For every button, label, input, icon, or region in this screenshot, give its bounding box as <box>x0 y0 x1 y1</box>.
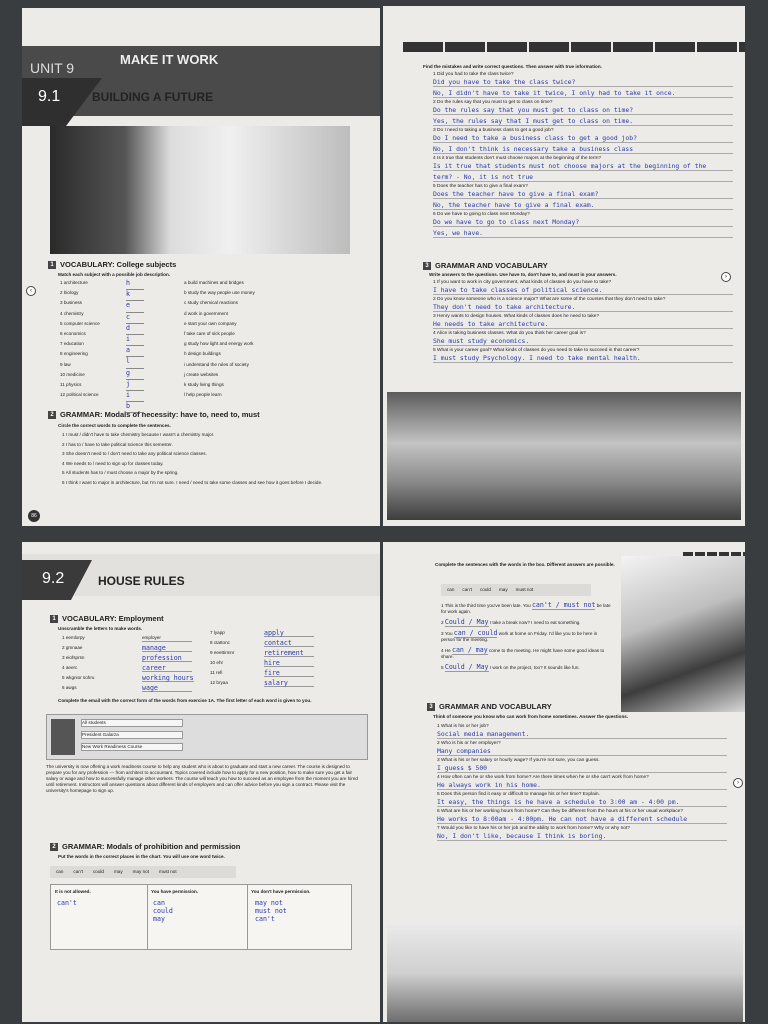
question-correction: Do I need to take a business class to get a good job? <box>433 134 733 143</box>
chart-col-permission <box>153 899 173 923</box>
question-answer: Yes, the rules say that I must get to class on time. <box>433 117 733 126</box>
email-instructions: Complete the email with the correct form of the words from exercise 1A. The first letter of each word is given to you. <box>58 698 312 703</box>
home-answer: He always work in his home. <box>437 781 727 790</box>
scrambled-word: 1 eemlorpy <box>62 635 85 640</box>
sentence-answer: can / could <box>453 629 498 637</box>
question-answer: Yes, we have. <box>433 229 733 238</box>
workbook-page-unit9-2 <box>383 6 745 526</box>
description-item: l help people learn <box>184 392 222 398</box>
email-from: President Galarza <box>81 731 183 739</box>
chart-col-not-allowed <box>57 899 77 907</box>
box-word: can't <box>462 587 472 592</box>
subject-item: 6 economics <box>60 330 86 336</box>
scrambled-word: 9 eeettirmnr <box>210 650 235 655</box>
scrambled-word: 3 eiofsprsn <box>62 655 85 660</box>
chart-entry: could <box>153 907 173 915</box>
description-item: j create websites <box>184 371 219 377</box>
header-stripe <box>403 42 745 52</box>
word-bank-item: can <box>56 869 64 874</box>
email-subject: New Work Readiness Course <box>81 743 183 751</box>
lesson-title: BUILDING A FUTURE <box>92 90 214 104</box>
unscramble-instructions: Unscramble the letters to make words. <box>58 626 143 631</box>
chart-divider-1 <box>147 885 148 949</box>
sentence-start: 4 He <box>441 648 452 653</box>
workbook-page-unit9-4 <box>383 542 745 1022</box>
match-answer: l <box>126 357 144 368</box>
box-word: can <box>447 587 455 592</box>
next-arrow-icon[interactable]: › <box>721 272 731 282</box>
chart-header-no-permission: You don't have permission. <box>251 889 311 894</box>
unscrambled-answer: working hours <box>142 674 194 682</box>
word-bank-item: could <box>92 869 104 874</box>
lesson-title-2: HOUSE RULES <box>98 574 185 588</box>
scrambled-word: 8 ctattonc <box>210 640 230 645</box>
word-bank <box>50 866 236 878</box>
unscrambled-answer: salary <box>264 680 314 687</box>
description-item: e start your own company <box>184 320 237 326</box>
question-answer: No, the teacher have to give a final exam. <box>433 201 733 210</box>
sentences-instructions: Complete the sentences with the words in the box. Different answers are possible. <box>435 562 615 567</box>
grammar-item: 3 She doesn't need to / don't need to take any political science classes. <box>62 451 207 457</box>
sentence-item <box>441 664 611 671</box>
prev-arrow-icon[interactable]: ‹ <box>26 286 36 296</box>
subject-item: 2 biology <box>60 290 79 296</box>
sentence-answer: Could / May <box>444 663 489 671</box>
sentence-end: I take a break now? I need to eat something. <box>488 620 581 625</box>
unit-title: MAKE IT WORK <box>120 52 219 67</box>
description-item: c study chemical reactions <box>184 300 238 306</box>
page-number: 86 <box>28 510 40 522</box>
unscramble-row <box>62 635 212 645</box>
vocab-instructions: Match each subject with a possible job description. <box>58 272 171 277</box>
correct-questions-list <box>433 72 733 240</box>
sentence-item <box>441 647 611 660</box>
subject-item: 12 political science <box>60 392 99 398</box>
gv-instructions-2: Think of someone you know who can work from home sometimes. Answer the questions. <box>433 714 629 719</box>
unscrambled-answer: hire <box>264 660 314 667</box>
subjects-list <box>60 280 130 402</box>
sentence-start: 2 <box>441 620 445 625</box>
word-bank-item: may not <box>132 869 149 874</box>
chart-entry: must not <box>255 907 287 915</box>
photo-students-exam <box>387 392 741 520</box>
home-answer: It easy, the things is he have a schedule to 3:00 am - 4:00 pm. <box>437 798 727 807</box>
match-answer: d <box>126 324 144 335</box>
email-header <box>46 714 368 760</box>
grammar-item: 5 All students has to / must choose a major by the spring. <box>62 470 179 476</box>
sentence-end: come to the meeting. He might have some good ideas to share. <box>441 648 605 659</box>
exercise-b-instructions: Find the mistakes and write correct questions. Then answer with true information. <box>423 64 602 69</box>
question-prompt: 5 Does the teacher has to give a final exam? <box>433 184 528 189</box>
scrambled-word: 2 gmnaae <box>62 645 83 650</box>
grammar-prohibition-heading: 2 GRAMMAR: Modals of prohibition and permission <box>50 842 240 851</box>
box-word: could <box>479 587 491 592</box>
gv-question: 4 Alice is taking business classes. What do you think her career goal is? <box>433 331 586 336</box>
grammar-instructions: Circle the correct words to complete the sentences. <box>58 423 171 428</box>
unscramble-row <box>62 675 212 685</box>
word-bank-item: can't <box>73 869 83 874</box>
question-prompt: 6 Do we have to going to class next Monday? <box>433 212 530 217</box>
unit-label: UNIT 9 <box>30 60 75 76</box>
subject-item: 11 physics <box>60 381 82 387</box>
scrambled-word: 10 ehr <box>210 660 224 665</box>
chart-header-permission: You have permission. <box>151 889 199 894</box>
unscrambled-answer: apply <box>264 630 314 637</box>
question-prompt: 4 Is it true that students don't must choose majors at the beginning of the term? <box>433 156 602 161</box>
chart-instructions: Put the words in the correct places in the chart. You will use one word twice. <box>58 854 225 859</box>
gv-answers-list <box>433 280 733 365</box>
question-answer: term? - No, it is not true <box>433 173 733 182</box>
gv-answer: They don't need to take architecture. <box>433 303 733 312</box>
sentence-answer: can / may <box>451 646 488 654</box>
box-word: may <box>498 587 508 592</box>
work-home-answers <box>437 724 727 843</box>
question-correction: Do the rules say that you must get to class on time? <box>433 106 733 115</box>
subject-item: 7 education <box>60 341 84 347</box>
description-item: k study living things <box>184 381 224 387</box>
chart-entry: can't <box>255 915 275 923</box>
scrambled-word: 5 wkgnior sohru <box>62 675 95 680</box>
lesson-number-2: 9.2 <box>42 570 65 587</box>
home-question: 3 What is his or her salary or hourly wage? If you're not sure, you can guess. <box>437 758 600 763</box>
gv-question: 1 If you want to work in city government, what kinds of classes do you have to take? <box>433 280 612 285</box>
subject-item: 10 medicine <box>60 371 85 377</box>
unscrambled-answer: profession <box>142 655 192 662</box>
match-answer: g <box>126 369 144 380</box>
next-arrow-icon-2[interactable]: › <box>733 778 743 788</box>
unscrambled-answer: career <box>142 665 192 672</box>
match-answer: j <box>126 380 144 391</box>
word-box <box>441 584 591 596</box>
home-answer: Social media management. <box>437 730 727 739</box>
unscramble-left <box>62 635 212 695</box>
description-item: i understand the rules of society <box>184 361 249 367</box>
grammar-item: 2 I has to / have to take political science this semester. <box>62 441 173 447</box>
description-item: g study how light and energy work <box>184 341 254 347</box>
photo-woman-architect <box>50 126 350 254</box>
home-answer: I guess $ 500 <box>437 764 727 773</box>
home-question: 5 Does this person find it easy or difficult to manage his or her time? Explain. <box>437 792 600 797</box>
vocab-heading: 1 VOCABULARY: College subjects <box>48 260 176 269</box>
sentence-item <box>441 619 611 626</box>
word-bank-item: must not <box>159 869 177 874</box>
sentence-start: 1 This is the third time you've been late. You <box>441 603 532 608</box>
chart-entry: can <box>153 899 165 907</box>
unscrambled-answer: employer <box>142 635 192 642</box>
match-answer: b <box>126 402 144 413</box>
unscramble-row <box>62 655 212 665</box>
description-item: b study the way people use money <box>184 290 255 296</box>
unscramble-row <box>210 650 350 660</box>
unscramble-row <box>210 660 350 670</box>
description-item: a build machines and bridges <box>184 280 244 285</box>
home-question: 2 Who is his or her employer? <box>437 741 501 746</box>
scrambled-word: 6 awgs <box>62 685 77 690</box>
scrambled-word: 7 lyapp <box>210 630 225 635</box>
box-word: must not <box>515 587 534 592</box>
sentence-end: work at home on Friday. I'd like you to be here in person for the meeting. <box>441 631 598 642</box>
home-question: 7 Would you like to have his or her job and the ability to work from home? Why or why not? <box>437 826 630 831</box>
unscrambled-answer: manage <box>142 645 192 652</box>
question-prompt: 1 Did you had to take the class twice? <box>433 72 514 77</box>
match-answer: a <box>126 346 144 357</box>
grammar-item: 6 I think I want to major in architecture, but I'm not sure. I need / need to take some classes and see how it goes before I decide. <box>62 479 323 485</box>
workbook-page-unit9-1 <box>22 8 380 526</box>
gv-answer: She must study economics. <box>433 337 733 346</box>
unscrambled-answer: contact <box>264 640 314 647</box>
unscramble-row <box>210 680 350 690</box>
sentence-answer: can't / must not <box>531 601 596 609</box>
scrambled-word: 11 refi <box>210 670 223 675</box>
gv-answer: I have to take classes of political science. <box>433 286 733 295</box>
word-bank-item: may <box>113 869 123 874</box>
gv-instructions: Write answers to the questions. Use have to, don't have to, and must in your answers. <box>429 272 617 277</box>
description-item: d work in government <box>184 310 228 316</box>
question-answer: No, I don't think is necessary take a business class <box>433 145 733 154</box>
question-correction: Do we have to go to class next Monday? <box>433 218 733 227</box>
chart-entry: may <box>153 915 165 923</box>
gv-answer: He needs to take architecture. <box>433 320 733 329</box>
chart-col-no-permission <box>255 899 287 923</box>
chart-entry: may not <box>255 899 283 907</box>
gv-question: 2 Do you know someone who is a science major? What are some of the courses that they don't need to take? <box>433 297 666 302</box>
match-answer: i <box>126 391 144 402</box>
subject-item: 3 business <box>60 300 82 306</box>
grammar-item: 4 We needs to / need to sign up for classes today. <box>62 460 164 466</box>
gv-heading-2: 3 GRAMMAR AND VOCABULARY <box>427 702 552 711</box>
sentence-item <box>441 630 611 643</box>
home-question: 4 How often can he or she work from home? Are there times when he or she can't work from home? <box>437 775 649 780</box>
email-body: The university is now offering a work readiness course to help any student who is about to graduate and start a new career. The course is designed to prepare you for any profession — from architect to accountant. Topics covered include how to apply for a new position, how to make sure you get a fair salary or wage and how to successfully manage other workers. The course will teach you how to succeed as an employee from the moment you are hired until retirement. Instructors will answer questions about different kinds of employers and can offer advice before you sign a contract. Please visit the university's homepage to sign up. <box>46 764 358 793</box>
grammar-heading: 2 GRAMMAR: Modals of necessity: have to, need to, must <box>48 410 260 419</box>
sentence-end: be late for work again. <box>441 603 611 614</box>
question-prompt: 3 Do I need to taking a business class to get a good job? <box>433 128 554 133</box>
subject-item: 1 architecture <box>60 280 88 285</box>
unscrambled-answer: fire <box>264 670 314 677</box>
modal-chart <box>50 884 352 950</box>
subject-item: 4 chemistry <box>60 310 84 316</box>
unscramble-right <box>210 630 350 690</box>
gv-question: 3 Henry wants to design houses. What kinds of classes does he need to take? <box>433 314 600 319</box>
sentence-end: I work on the project, too? It sounds like fun. <box>488 665 580 670</box>
email-field-labels <box>51 719 75 755</box>
match-answer: h <box>126 279 144 290</box>
sentence-start: 5 <box>441 665 445 670</box>
subject-item: 9 law <box>60 361 71 367</box>
match-answer: k <box>126 290 144 301</box>
grammar-items <box>62 432 362 490</box>
descriptions-list <box>184 280 334 402</box>
gv-question: 5 What is your career goal? What kinds of classes do you need to take to succeed in that career? <box>433 348 640 353</box>
question-correction: Did you have to take the class twice? <box>433 78 733 87</box>
match-answer: c <box>126 313 144 324</box>
scrambled-word: 4 aeerc <box>62 665 78 670</box>
photo-businesswoman <box>621 556 745 712</box>
subject-item: 5 computer science <box>60 320 100 326</box>
workbook-page-unit9-3 <box>22 542 380 1022</box>
home-question: 6 What are his or her working hours from home? Can they be different from the hours at his or her usual workplace? <box>437 809 684 814</box>
scrambled-word: 12 bryaa <box>210 680 228 685</box>
email-to: All students <box>81 719 183 727</box>
unscrambled-answer: retirement <box>264 650 314 657</box>
gv-answer: I must study Psychology. I need to take mental health. <box>433 354 733 363</box>
home-answer: Many companies <box>437 747 727 756</box>
question-answer: No, I didn't have to take it twice, I only had to take it once. <box>433 89 733 98</box>
unscrambled-answer: wage <box>142 685 192 692</box>
sentence-answer: Could / May <box>444 618 489 626</box>
sentence-start: 3 You <box>441 631 454 636</box>
match-answer: e <box>126 301 144 312</box>
sentence-item <box>441 602 611 615</box>
question-prompt: 2 Do the rules say that you must to get to class on time? <box>433 100 553 105</box>
match-answer: i <box>126 335 144 346</box>
lesson-number: 9.1 <box>38 88 61 105</box>
home-answer: No, I don't like, because I think is boring. <box>437 832 727 841</box>
subject-item: 8 engineering <box>60 351 88 357</box>
photo-desk-devices <box>387 924 743 1022</box>
question-correction: Does the teacher have to give a final exam? <box>433 190 733 199</box>
vocab-employment-heading: 1 VOCABULARY: Employment <box>50 614 164 623</box>
chart-header-not-allowed: It is not allowed. <box>55 889 91 894</box>
chart-divider-2 <box>247 885 248 949</box>
unscramble-row <box>62 685 212 695</box>
home-answer: He works to 8:00am - 4:00pm. He can not have a different schedule <box>437 815 727 824</box>
home-question: 1 What is his or her job? <box>437 724 489 729</box>
sentence-items <box>441 602 611 675</box>
chart-entry: can't <box>57 899 77 907</box>
description-item: f take care of sick people <box>184 330 235 336</box>
description-item: h design buildings <box>184 351 221 357</box>
match-answers <box>126 279 146 413</box>
question-correction: Is it true that students must not choose majors at the beginning of the <box>433 162 733 171</box>
unscramble-row <box>62 645 212 655</box>
grammar-vocab-heading: 3 GRAMMAR AND VOCABULARY <box>423 261 548 270</box>
grammar-item: 1 I must / didn't have to take chemistry because I wasn't a chemistry major. <box>62 432 215 437</box>
